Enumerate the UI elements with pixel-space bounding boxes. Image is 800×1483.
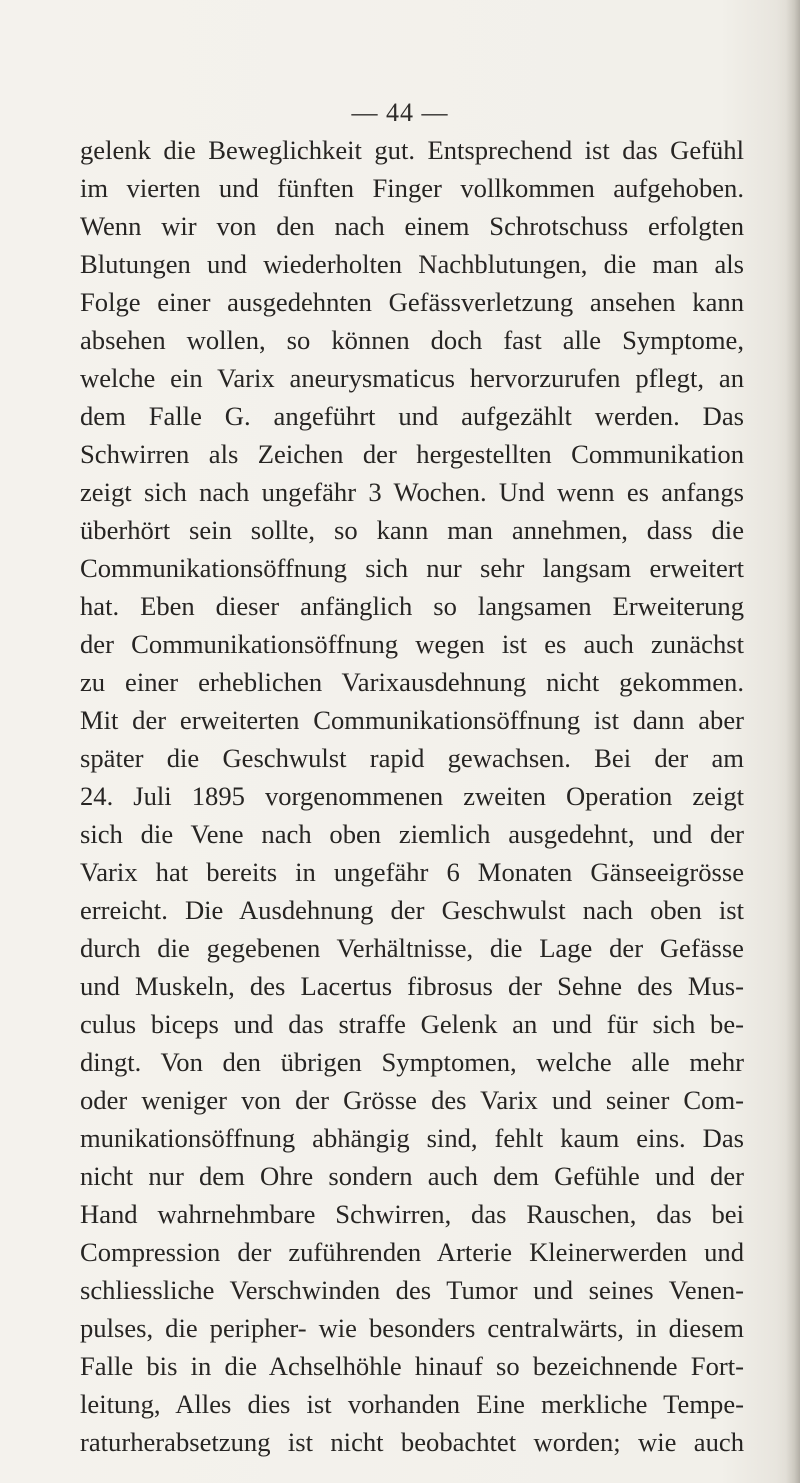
text-line: der Communikationsöffnung wegen ist es auch zunächst [80,629,744,659]
text-line: Varix hat bereits in ungefähr 6 Monaten Gänseeigrösse [80,857,744,887]
text-line: culus biceps und das straffe Gelenk an und für sich be- [80,1009,744,1039]
text-line: gelenk die Beweglichkeit gut. Entsprechend ist das Gefühl [80,135,744,165]
text-line: Mit der erweiterten Communikationsöffnung ist dann aber [80,705,744,735]
text-line: Blutungen und wiederholten Nachblutungen, die man als [80,249,744,279]
text-line: dingt. Von den übrigen Symptomen, welche alle mehr [80,1047,744,1077]
text-line: Schwirren als Zeichen der hergestellten Communikation [80,439,744,469]
text-line: im vierten und fünften Finger vollkommen aufgehoben. [80,173,744,203]
page-number: — 44 — [351,98,449,127]
text-line: schliessliche Verschwinden des Tumor und seines Venen- [80,1275,744,1305]
text-line: Folge einer ausgedehnten Gefässverletzung ansehen kann [80,287,744,317]
text-line: leitung, Alles dies ist vorhanden Eine merkliche Tempe- [80,1389,744,1419]
text-line: überhört sein sollte, so kann man annehmen, dass die [80,515,744,545]
text-line: dem Falle G. angeführt und aufgezählt werden. Das [80,401,744,431]
text-line: später die Geschwulst rapid gewachsen. Bei der am [80,743,744,773]
text-line: sich die Vene nach oben ziemlich ausgedehnt, und der [80,819,744,849]
text-line: 24. Juli 1895 vorgenommenen zweiten Operation zeigt [80,781,744,811]
text-line: durch die gegebenen Verhältnisse, die Lage der Gefässe [80,933,744,963]
text-line: zu einer erheblichen Varixausdehnung nicht gekommen. [80,667,744,697]
text-line: pulses, die peripher- wie besonders centralwärts, in diesem [80,1313,744,1343]
text-line: munikationsöffnung abhängig sind, fehlt kaum eins. Das [80,1123,744,1153]
text-line: Falle bis in die Achselhöhle hinauf so bezeichnende Fort- [80,1351,744,1381]
text-line: nicht nur dem Ohre sondern auch dem Gefühle und der [80,1161,744,1191]
text-line: hat. Eben dieser anfänglich so langsamen Erweiterung [80,591,744,621]
text-line: Wenn wir von den nach einem Schrotschuss erfolgten [80,211,744,241]
text-line: oder weniger von der Grösse des Varix und seiner Com- [80,1085,744,1115]
text-line: raturherabsetzung ist nicht beobachtet worden; wie auch [80,1427,744,1457]
text-line: Hand wahrnehmbare Schwirren, das Rauschen, das bei [80,1199,744,1229]
text-line: erreicht. Die Ausdehnung der Geschwulst nach oben ist [80,895,744,925]
text-line: Compression der zuführenden Arterie Kleinerwerden und [80,1237,744,1267]
body-text [80,131,744,1461]
text-line: Communikationsöffnung sich nur sehr langsam erweitert [80,553,744,583]
text-line: absehen wollen, so können doch fast alle Symptome, [80,325,744,355]
page-edge-shadow [786,0,800,1483]
text-line: zeigt sich nach ungefähr 3 Wochen. Und wenn es anfangs [80,477,744,507]
text-line: und Muskeln, des Lacertus fibrosus der Sehne des Mus- [80,971,744,1001]
text-line: welche ein Varix aneurysmaticus hervorzurufen pflegt, an [80,363,744,393]
